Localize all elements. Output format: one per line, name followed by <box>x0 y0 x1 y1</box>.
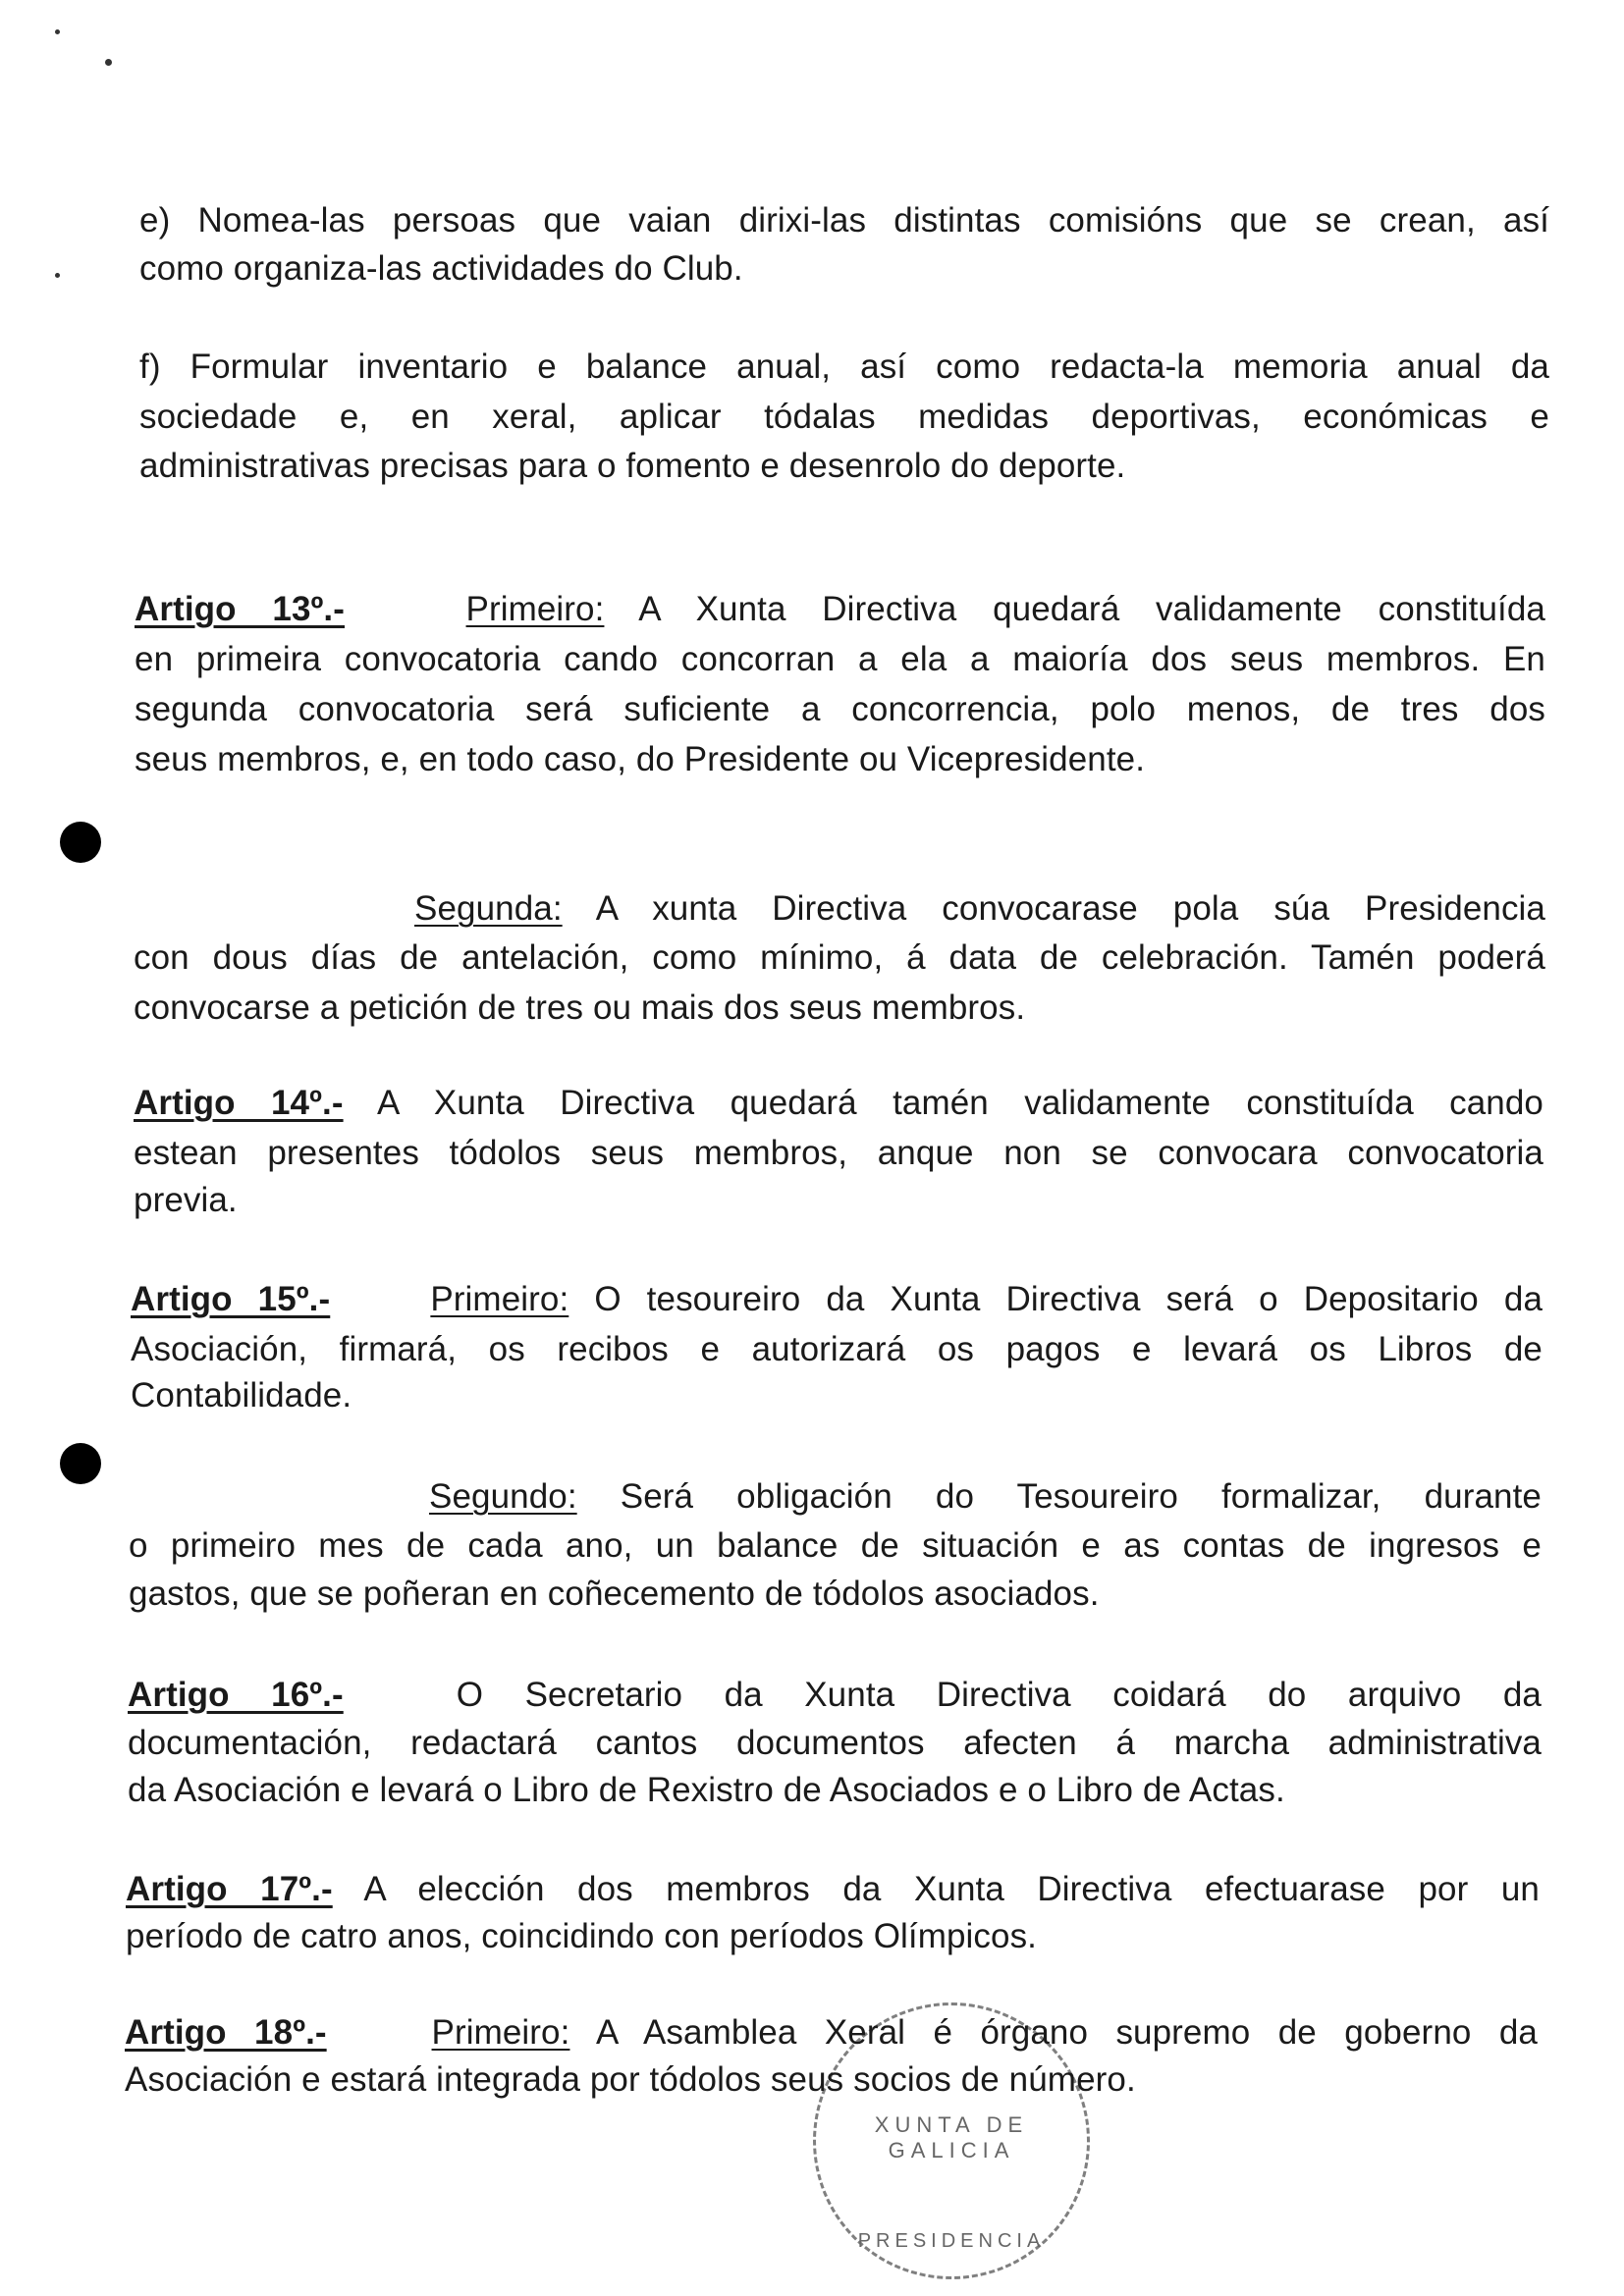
article-18-line: Asociación e estará integrada por tódolos seus socios de número. <box>125 2060 1136 2099</box>
article-15-label: Artigo 15º.- <box>131 1280 331 1318</box>
article-15-line: Asociación, firmará, os recibos e autorizará os pagos e levará os Libros de <box>131 1330 1543 1368</box>
article-18-label: Artigo 18º.- <box>125 2013 327 2052</box>
stamp-top-text: XUNTA DE GALICIA <box>874 2112 1029 2163</box>
article-15-text: O tesoureiro da Xunta Directiva será o Depositario da <box>594 1280 1543 1318</box>
paragraph-f-line: administrativas precisas para o fomento e desenrolo do deporte. <box>139 447 1126 485</box>
scan-speck <box>105 59 112 66</box>
article-16-text: O Secretario da Xunta Directiva coidará do arquivo da <box>456 1676 1542 1714</box>
punch-hole <box>60 822 101 863</box>
paragraph-f-line: f) Formular inventario e balance anual, así como redacta-la memoria anual da <box>139 347 1549 386</box>
article-17-label: Artigo 17º.- <box>126 1870 333 1908</box>
article-13-segunda-text: A xunta Directiva convocarase pola súa Presidencia <box>595 889 1545 928</box>
article-13-line: convocarse a petición de tres ou mais dos seus membros. <box>134 988 1026 1027</box>
article-15-segundo-first-line <box>429 1472 1542 1521</box>
scan-speck <box>55 273 60 278</box>
article-17-line: período de catro anos, coincidindo con períodos Olímpicos. <box>126 1917 1038 1955</box>
article-18-first-line <box>125 2008 1538 2056</box>
article-13-line: en primeira convocatoria cando concorran a ela a maioría dos seus membros. En <box>135 640 1545 678</box>
article-15-sub-segundo: Segundo: <box>429 1477 577 1516</box>
article-14-text: A Xunta Directiva quedará tamén validamente constituída cando <box>377 1084 1543 1122</box>
article-13-label: Artigo 13º.- <box>135 590 345 628</box>
article-13-line: seus membros, e, en todo caso, do Presidente ou Vicepresidente. <box>135 740 1146 778</box>
article-15-line: o primeiro mes de cada ano, un balance de situación e as contas de ingresos e <box>129 1526 1542 1565</box>
article-13-segunda-first-line <box>414 884 1545 933</box>
article-14-line: estean presentes tódolos seus membros, anque non se convocara convocatoria <box>134 1134 1543 1172</box>
article-15-line: Contabilidade. <box>131 1376 352 1415</box>
scan-speck <box>55 29 60 34</box>
article-14-line: previa. <box>134 1181 238 1219</box>
paragraph-e-line: e) Nomea-las persoas que vaian dirixi-las distintas comisións que se crean, así <box>139 201 1549 240</box>
article-15-sub-primeiro: Primeiro: <box>430 1280 569 1318</box>
article-15-segundo-text: Será obligación do Tesoureiro formalizar, durante <box>620 1477 1542 1516</box>
article-13-text: A Xunta Directiva quedará validamente constituída <box>638 590 1545 628</box>
paragraph-e-line: como organiza-las actividades do Club. <box>139 249 743 288</box>
article-16-first-line <box>128 1671 1542 1719</box>
article-13-sub-segunda: Segunda: <box>414 889 563 928</box>
article-13-first-line <box>135 585 1545 633</box>
article-16-label: Artigo 16º.- <box>128 1676 344 1714</box>
punch-hole <box>60 1443 101 1484</box>
article-13-sub-primeiro: Primeiro: <box>465 590 605 628</box>
article-13-line: segunda convocatoria será suficiente a concorrencia, polo menos, de tres dos <box>135 690 1545 728</box>
article-18-sub-primeiro: Primeiro: <box>431 2013 570 2052</box>
article-16-line: da Asociación e levará o Libro de Rexistro de Asociados e o Libro de Actas. <box>128 1771 1285 1809</box>
article-14-first-line <box>134 1079 1543 1127</box>
article-17-text: A elección dos membros da Xunta Directiva efectuarase por un <box>363 1870 1540 1908</box>
article-13-line: con dous días de antelación, como mínimo, á data de celebración. Tamén poderá <box>134 938 1545 977</box>
article-15-line: gastos, que se poñeran en coñecemento de tódolos asociados. <box>129 1575 1100 1613</box>
article-16-line: documentación, redactará cantos documentos afecten á marcha administrativa <box>128 1724 1542 1762</box>
article-18-text: A Asamblea Xeral é órgano supremo de goberno da <box>595 2013 1539 2052</box>
paragraph-f-line: sociedade e, en xeral, aplicar tódalas medidas deportivas, económicas e <box>139 398 1549 436</box>
article-17-first-line <box>126 1865 1540 1913</box>
stamp-bottom-text: PRESIDENCIA <box>857 2230 1046 2252</box>
article-15-first-line <box>131 1275 1543 1323</box>
article-14-label: Artigo 14º.- <box>134 1084 344 1122</box>
